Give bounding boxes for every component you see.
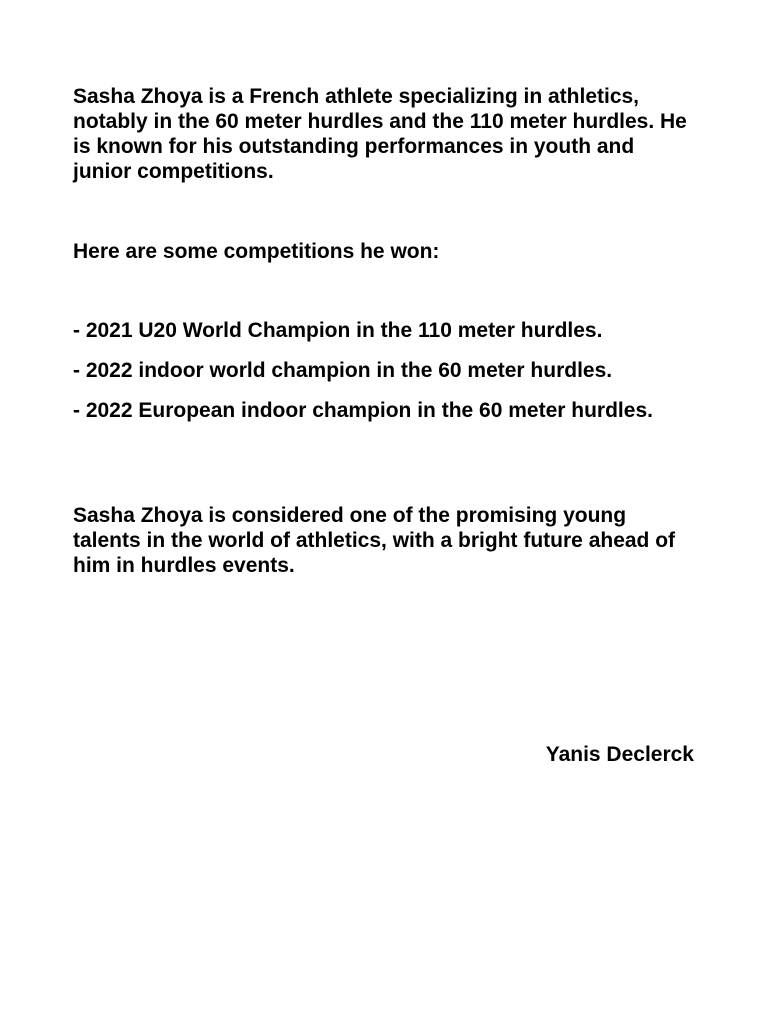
author-signature: Yanis Declerck [545,743,694,766]
intro-paragraph: Sasha Zhoya is a French athlete specializing in athletics, notably in the 60 meter hurdles and the 110 meter hurdles. He is known for his outstanding performances in youth and junior competitions. [73,85,687,183]
competition-item: - 2022 European indoor champion in the 60 meter hurdles. [73,399,653,422]
competition-item: - 2021 U20 World Champion in the 110 meter hurdles. [73,319,603,342]
conclusion-paragraph: Sasha Zhoya is considered one of the promising young talents in the world of athletics, with a bright future ahead of him in hurdles events. [73,504,676,577]
competitions-heading: Here are some competitions he won: [73,240,440,263]
competition-item: - 2022 indoor world champion in the 60 meter hurdles. [73,359,613,382]
